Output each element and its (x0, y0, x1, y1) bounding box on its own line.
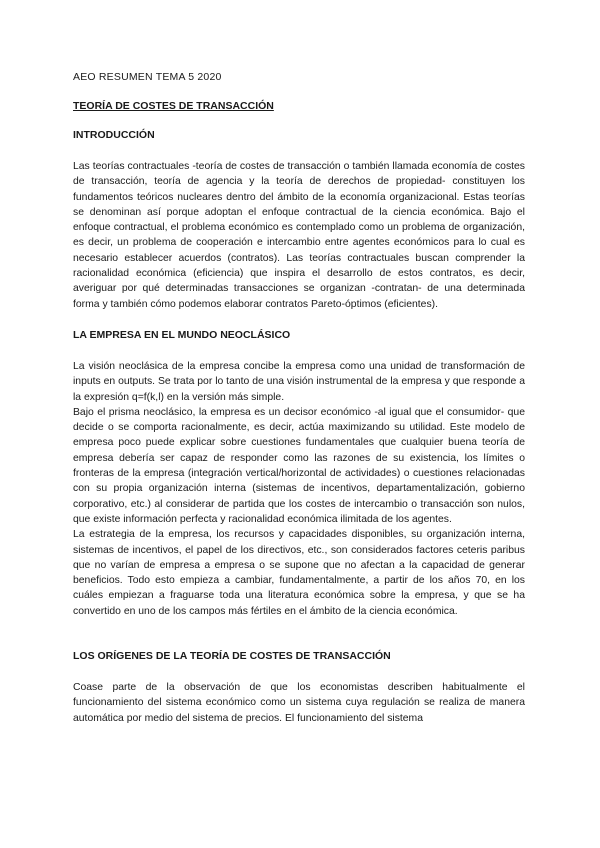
section-origenes (73, 649, 525, 726)
document-title: TEORÍA DE COSTES DE TRANSACCIÓN (73, 100, 274, 112)
section-introduccion (73, 128, 525, 312)
paragraph: La estrategia de la empresa, los recursos y capacidades disponibles, su organización interna, sistemas de incentivos, el papel de los directivos, etc., son considerados factores ceteris paribus que no varían de empresa a empresa o se supone que no afectan a la capacidad de generar beneficios. Todo esto empieza a cambiar, fundamentalmente, a partir de los años 70, en los cuáles empiezan a fraguarse toda una literatura económica sobre la empresa, y que se ha convertido en uno de los campos más fértiles en el ámbito de la ciencia económica. (73, 529, 525, 617)
paragraph: Coase parte de la observación de que los economistas describen habitualmente el funcionamiento del sistema económico como un sistema cuya regulación se realiza de manera automática por medio del sistema de precios. El funcionamiento del sistema (73, 682, 525, 724)
paragraph: La visión neoclásica de la empresa concibe la empresa como una unidad de transformación de inputs en outputs. Se trata por lo tanto de una visión instrumental de la empresa y que responde a la expresión q=f(k,l) en la versión más simple. (73, 360, 525, 403)
section-heading: LA EMPRESA EN EL MUNDO NEOCLÁSICO (73, 328, 291, 341)
section-heading: LOS ORÍGENES DE LA TEORÍA DE COSTES DE TRANSACCIÓN (73, 650, 391, 663)
section-empresa-neoclasico (73, 328, 525, 619)
paragraph: Las teorías contractuales -teoría de costes de transacción o también llamada economía de costes de transacción, teoría de agencia y la teoría de derechos de propiedad- constituyen los fundamentos teóricos nucleares dentro del ámbito de la economía organizacional. Estas teorías se denominan así porque adoptan el enfoque contractual de la ciencia económica. Bajo el enfoque contractual, el problema económico es contemplado como un problema de organización, es decir, un problema de cooperación e intercambio entre agentes económicos para lo cual es necesario establecer acuerdos (contratos). Las teorías contractuales buscan comprender la racionalidad económica (eficiencia) que inspira el desarrollo de estos contratos, es decir, averiguar por qué determinadas transacciones se organizan -contratan- de una determinada forma y también cómo podemos elaborar contratos Pareto-óptimos (eficientes). (73, 161, 525, 310)
paragraph: Bajo el prisma neoclásico, la empresa es un decisor económico -al igual que el consumidor- que decide o se comporta racionalmente, es decir, actúa maximizando su utilidad. Este modelo de empresa poco puede explicar sobre cuestiones fundamentales que cualquier buena teoría de empresa debería ser capaz de responder como las razones de su existencia, los límites o fronteras de la empresa (integración vertical/horizontal de actividades) o cuestiones relacionadas con su propia organización interna (sistemas de incentivos, departamentalización, gobierno corporativo, etc.) al considerar de partida que los costes de intercambio o transacción son nulos, que existe información perfecta y racionalidad económica ilimitada de los agentes. (73, 406, 525, 525)
section-heading: INTRODUCCIÓN (73, 129, 155, 141)
document-header: AEO RESUMEN TEMA 5 2020 (73, 71, 222, 83)
document-page (73, 70, 525, 726)
